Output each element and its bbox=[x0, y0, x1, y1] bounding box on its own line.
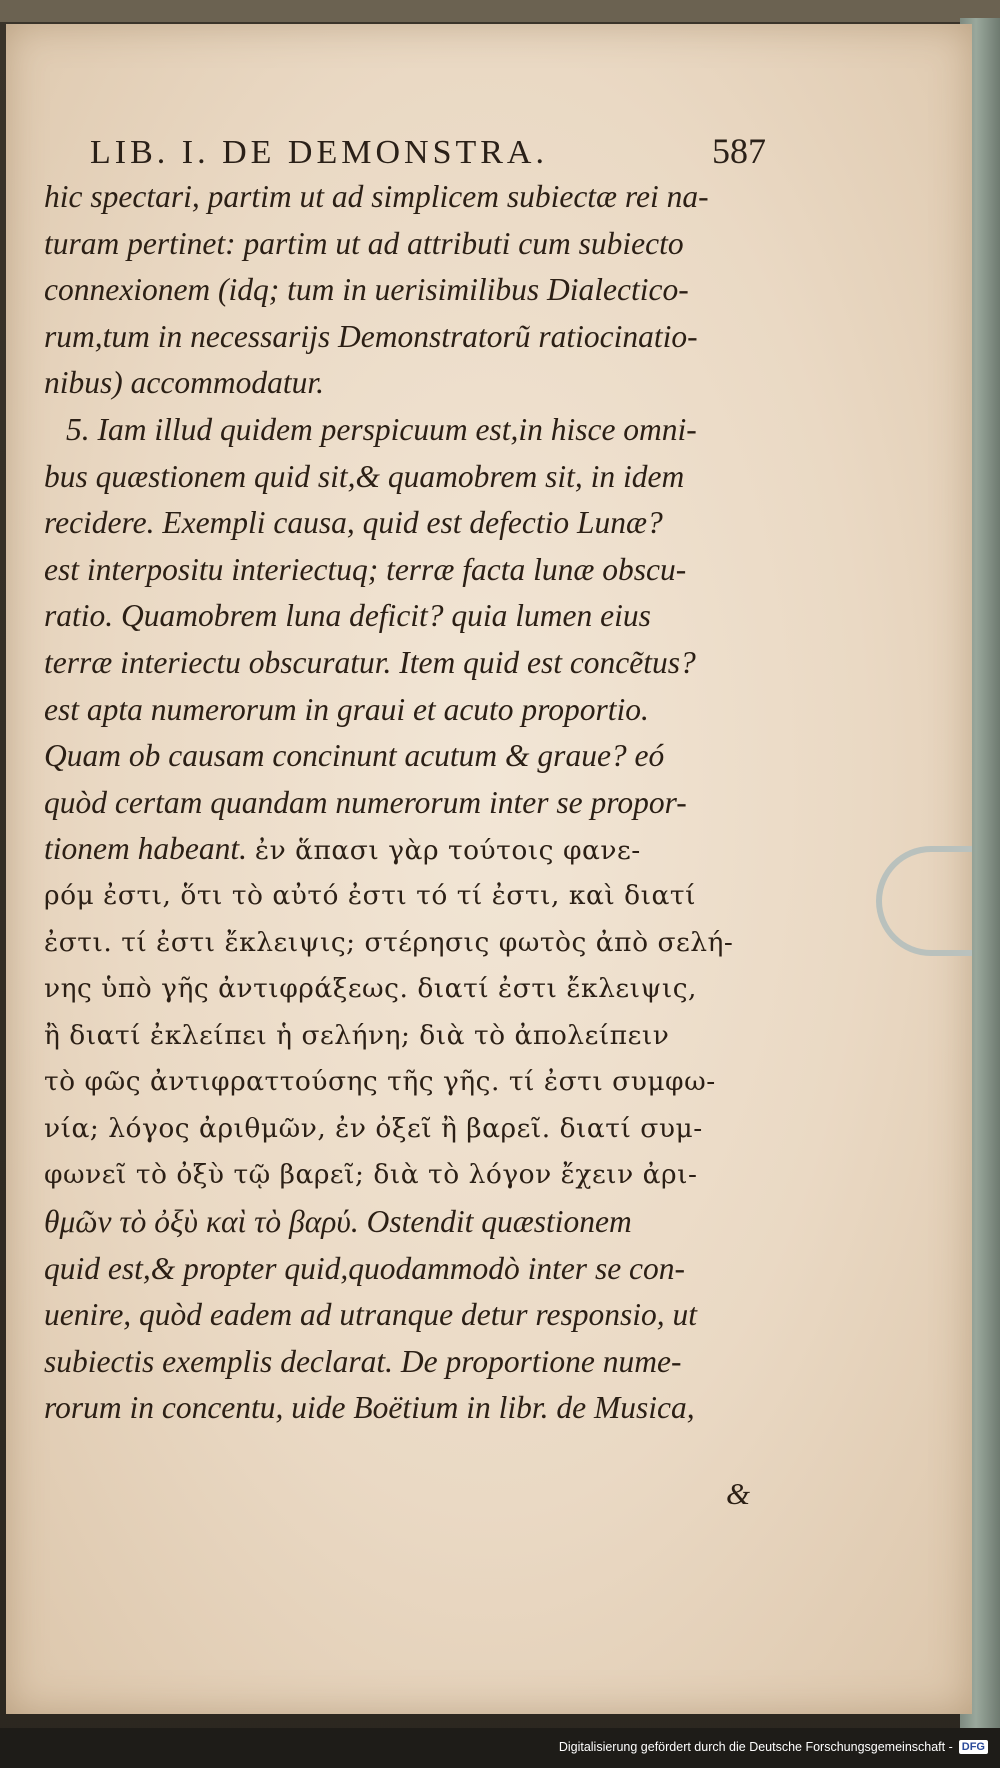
dfg-logo: DFG bbox=[959, 1740, 988, 1754]
text-line: bus quæstionem quid sit,& quamobrem sit, in idem bbox=[44, 458, 685, 494]
text-line: terræ interiectu obscuratur. Item quid est concẽtus? bbox=[44, 644, 696, 680]
text-line-mixed bbox=[44, 826, 764, 873]
page-top-edge bbox=[0, 0, 1000, 22]
text-line: uenire, quòd eadem ad utranque detur responsio, ut bbox=[44, 1297, 697, 1333]
greek-line: τὸ φῶς ἀντιφραττούσης τῆς γῆς. τί ἐστι συμφω- bbox=[44, 1066, 716, 1098]
text-line: est interpositu interiectuq; terræ facta lunæ obscu- bbox=[44, 551, 687, 587]
running-title: LIB. I. DE DEMONSTRA. bbox=[90, 134, 548, 171]
text-line: quòd certam quandam numerorum inter se propor- bbox=[44, 784, 687, 820]
page-number: 587 bbox=[712, 131, 766, 171]
text-line: hic spectari, partim ut ad simplicem subiectæ rei na- bbox=[44, 179, 709, 214]
credit-text: Digitalisierung gefördert durch die Deutsche Forschungsgemeinschaft - bbox=[558, 1740, 953, 1754]
text-line: nibus) accommodatur. bbox=[44, 365, 324, 401]
text-line: ratio. Quamobrem luna deficit? quia lumen eius bbox=[44, 598, 651, 634]
greek-line: ἐστι. τί ἐστι ἔκλειψις; στέρησις φωτὸς ἀπὸ σελή- bbox=[44, 926, 734, 958]
text-line: rorum in concentu, uide Boëtium in libr. de Musica, bbox=[44, 1390, 695, 1426]
greek-segment: ἐν ἅπασι γὰρ τούτοις φανε- bbox=[254, 835, 641, 867]
page-header bbox=[90, 116, 766, 176]
text-line: subiectis exemplis declarat. De proportione nume- bbox=[44, 1343, 682, 1379]
text-line: turam pertinet: partim ut ad attributi cum subiecto bbox=[44, 225, 684, 261]
text-line: Quam ob causam concinunt acutum & graue? eó bbox=[44, 738, 665, 774]
greek-line: νία; λόγος ἀριθμῶν, ἐν ὀξεῖ ἢ βαρεῖ. διατί συμ- bbox=[44, 1112, 703, 1144]
text-line: 5. Iam illud quidem perspicuum est,in hisce omni- bbox=[66, 411, 697, 447]
greek-line: νης ὑπὸ γῆς ἀντιφράξεως. διατί ἐστι ἔκλειψις, bbox=[44, 973, 697, 1005]
body-text bbox=[44, 174, 764, 1432]
book-page bbox=[6, 24, 972, 1714]
text-line: recidere. Exempli causa, quid est defectio Lunæ? bbox=[44, 505, 663, 541]
greek-line: φωνεῖ τὸ ὀξὺ τῷ βαρεῖ; διὰ τὸ λόγον ἔχειν ἀρι- bbox=[44, 1159, 698, 1191]
greek-line: ρόμ ἐστι, ὅτι τὸ αὐτό ἐστι τό τί ἐστι, καὶ διατί bbox=[44, 879, 696, 911]
text-line: est apta numerorum in graui et acuto proportio. bbox=[44, 691, 649, 727]
text-line: connexionem (idq; tum in uerisimilibus Dialectico- bbox=[44, 272, 689, 308]
catchword: & bbox=[726, 1476, 751, 1511]
greek-line: ἢ διατί ἐκλείπει ἡ σελήνη; διὰ τὸ ἀπολείπειν bbox=[44, 1019, 670, 1051]
text-line: rum,tum in necessarijs Demonstratorũ ratiocinatio- bbox=[44, 318, 698, 354]
latin-segment: tionem habeant. bbox=[44, 831, 247, 867]
text-line: θμῶν τὸ ὀξὺ καὶ τὸ βαρύ. Ostendit quæstionem bbox=[44, 1204, 632, 1240]
text-line: quid est,& propter quid,quodammodò inter se con- bbox=[44, 1250, 686, 1286]
digitization-credit bbox=[559, 1736, 988, 1758]
page-clip bbox=[876, 846, 972, 956]
